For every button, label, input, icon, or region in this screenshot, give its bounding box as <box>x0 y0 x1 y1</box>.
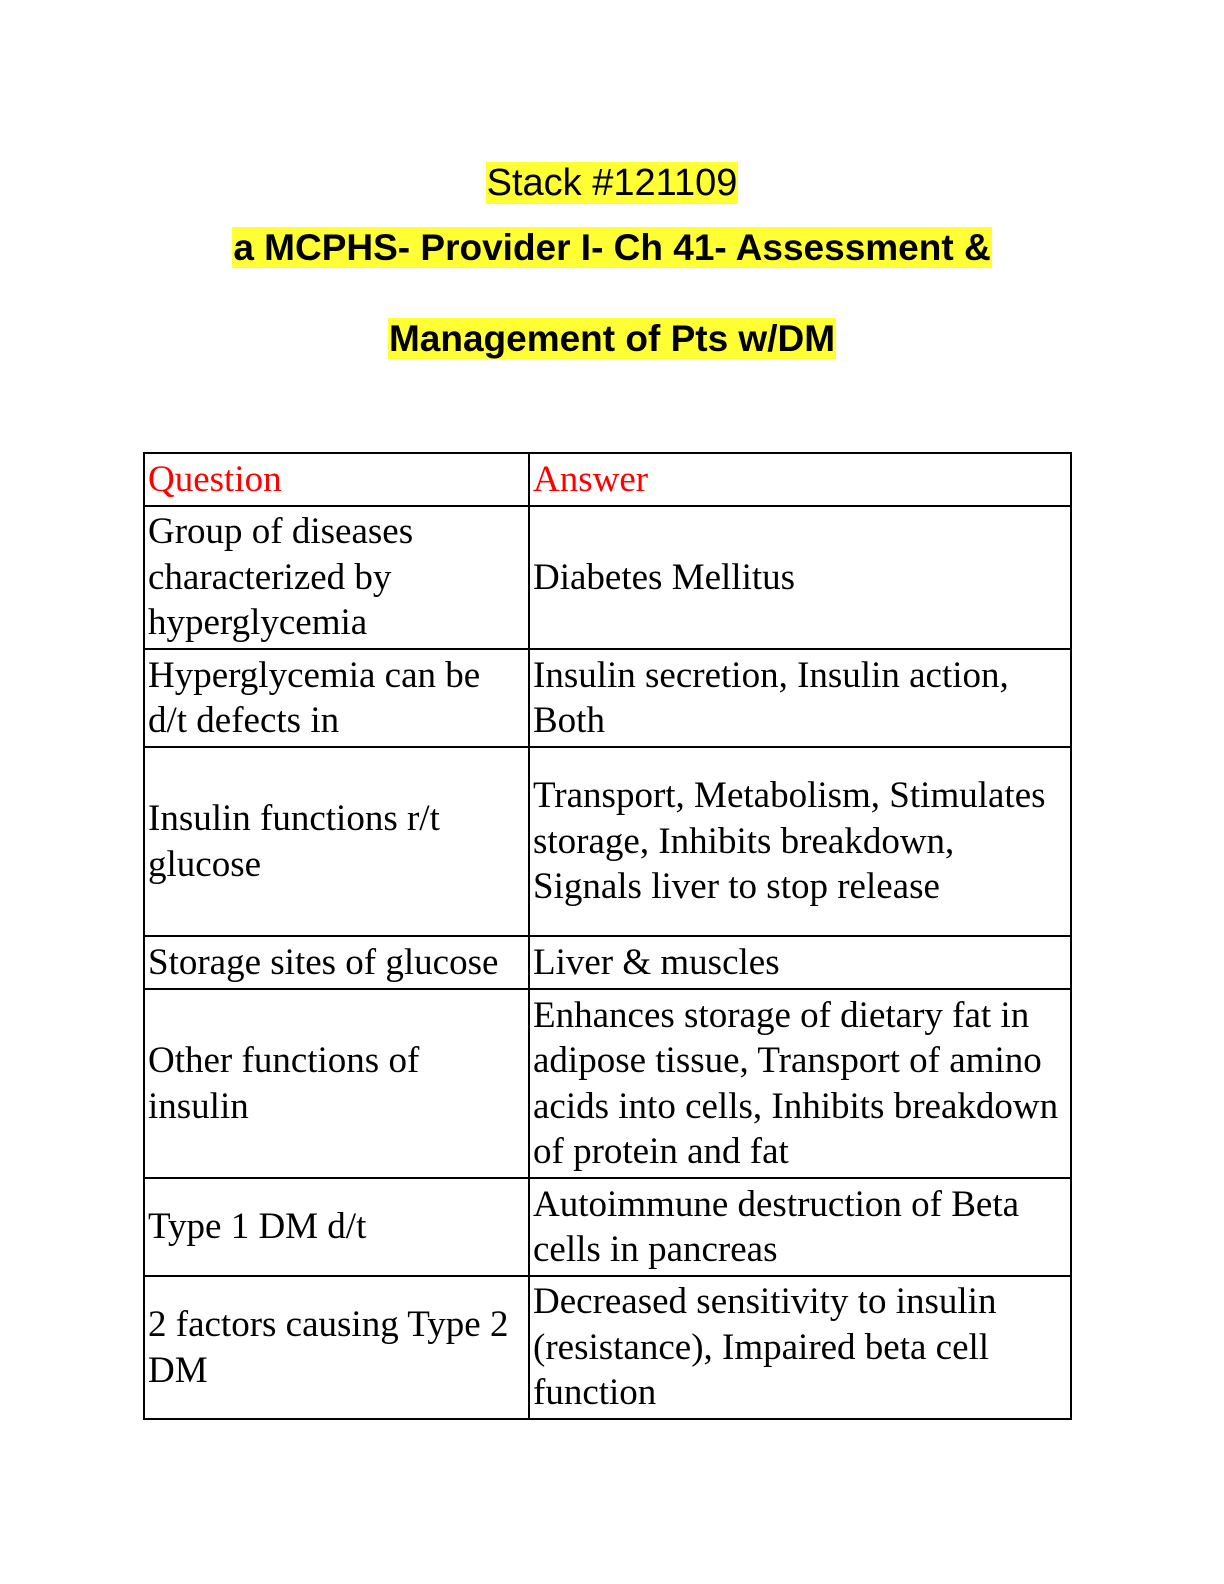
answer-cell: Insulin secretion, Insulin action, Both <box>529 649 1071 747</box>
title-line-1-text: a MCPHS- Provider I- Ch 41- Assessment & <box>233 227 991 268</box>
answer-cell: Liver & muscles <box>529 936 1071 989</box>
table-row <box>144 989 1071 1178</box>
table-row <box>144 1276 1071 1419</box>
answer-header: Answer <box>529 453 1071 506</box>
table-row <box>144 747 1071 936</box>
title-line-1 <box>0 225 1224 271</box>
answer-cell: Decreased sensitivity to insulin (resistance), Impaired beta cell function <box>529 1276 1071 1419</box>
question-cell: Insulin functions r/t glucose <box>144 747 529 936</box>
table-header-row <box>144 453 1071 506</box>
table-row <box>144 649 1071 747</box>
table-row <box>144 1178 1071 1276</box>
qa-table <box>143 452 1072 1420</box>
table-row <box>144 506 1071 649</box>
question-header: Question <box>144 453 529 506</box>
answer-cell: Diabetes Mellitus <box>529 506 1071 649</box>
question-cell: Type 1 DM d/t <box>144 1178 529 1276</box>
stack-number <box>0 160 1224 206</box>
answer-cell: Transport, Metabolism, Stimulates storage, Inhibits breakdown, Signals liver to stop release <box>529 747 1071 936</box>
title-line-2 <box>0 316 1224 362</box>
stack-number-text: Stack #121109 <box>486 162 738 204</box>
answer-cell: Enhances storage of dietary fat in adipose tissue, Transport of amino acids into cells, Inhibits breakdown of protein and fat <box>529 989 1071 1178</box>
title-line-2-text: Management of Pts w/DM <box>388 318 836 359</box>
table-row <box>144 936 1071 989</box>
question-cell: Group of diseases characterized by hyperglycemia <box>144 506 529 649</box>
question-cell: Hyperglycemia can be d/t defects in <box>144 649 529 747</box>
answer-cell: Autoimmune destruction of Beta cells in pancreas <box>529 1178 1071 1276</box>
question-cell: Other functions of insulin <box>144 989 529 1178</box>
question-cell: 2 factors causing Type 2 DM <box>144 1276 529 1419</box>
question-cell: Storage sites of glucose <box>144 936 529 989</box>
